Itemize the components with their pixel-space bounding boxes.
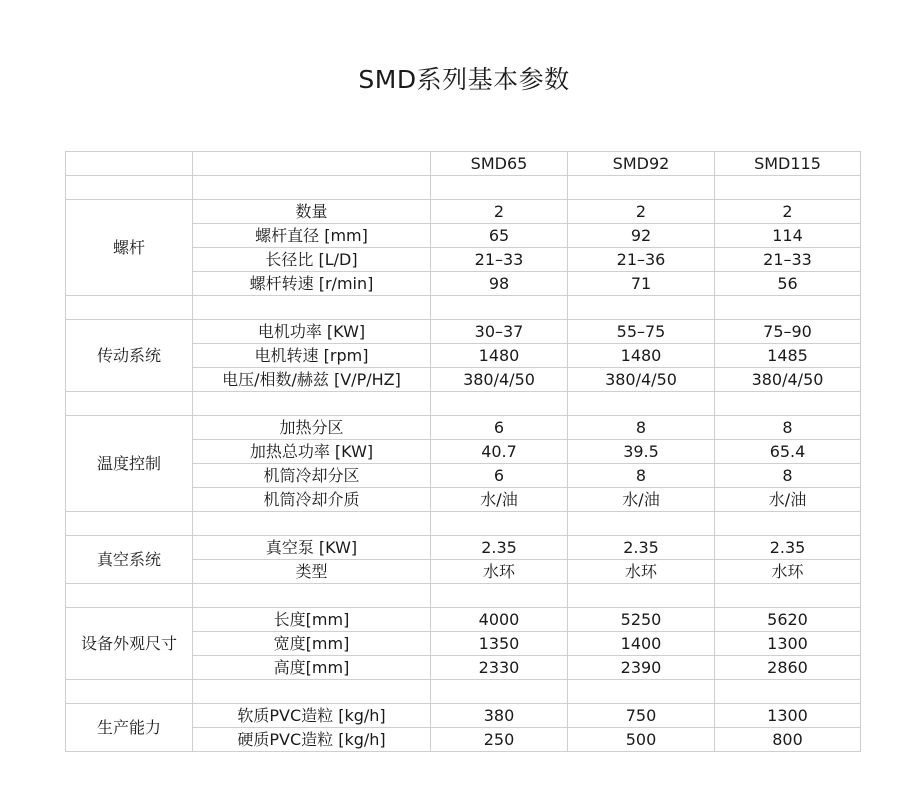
spacer-cell [193,392,431,416]
spec-table [65,151,861,752]
param-label: 电机转速 [rpm] [193,344,431,368]
value-cell: 2.35 [715,536,861,560]
value-cell: 380/4/50 [431,368,568,392]
spacer-cell [193,512,431,536]
value-cell: 21–36 [568,248,715,272]
value-cell: 6 [431,416,568,440]
value-cell: 水环 [568,560,715,584]
group-label: 温度控制 [66,416,193,512]
spacer-cell [568,176,715,200]
value-cell: 21–33 [431,248,568,272]
value-cell: 92 [568,224,715,248]
param-label: 加热分区 [193,416,431,440]
spacer-cell [568,296,715,320]
param-label: 机筒冷却分区 [193,464,431,488]
spacer-cell [715,584,861,608]
spacer-cell [568,512,715,536]
spacer-row [66,512,861,536]
value-cell: 40.7 [431,440,568,464]
value-cell: 水/油 [431,488,568,512]
value-cell: 75–90 [715,320,861,344]
spacer-cell [66,584,193,608]
param-label: 长径比 [L/D] [193,248,431,272]
spacer-cell [66,296,193,320]
param-label: 宽度[mm] [193,632,431,656]
value-cell: 98 [431,272,568,296]
param-label: 数量 [193,200,431,224]
param-label: 电压/相数/赫兹 [V/P/HZ] [193,368,431,392]
spacer-row [66,392,861,416]
spacer-row [66,680,861,704]
param-label: 螺杆直径 [mm] [193,224,431,248]
value-cell: 750 [568,704,715,728]
spacer-cell [66,512,193,536]
spacer-cell [431,392,568,416]
value-cell: 1350 [431,632,568,656]
spacer-cell [66,680,193,704]
spacer-row [66,296,861,320]
value-cell: 水环 [715,560,861,584]
value-cell: 39.5 [568,440,715,464]
group-label: 螺杆 [66,200,193,296]
value-cell: 2 [715,200,861,224]
header-row [66,152,861,176]
table-row [66,536,861,560]
value-cell: 65 [431,224,568,248]
table-row [66,608,861,632]
value-cell: 500 [568,728,715,752]
spacer-cell [715,296,861,320]
value-cell: 8 [715,464,861,488]
value-cell: 水环 [431,560,568,584]
value-cell: 4000 [431,608,568,632]
spacer-cell [193,296,431,320]
value-cell: 250 [431,728,568,752]
value-cell: 2 [568,200,715,224]
param-label: 电机功率 [KW] [193,320,431,344]
spacer-row [66,584,861,608]
param-label: 加热总功率 [KW] [193,440,431,464]
spacer-cell [715,680,861,704]
value-cell: 380/4/50 [715,368,861,392]
value-cell: 6 [431,464,568,488]
param-label: 螺杆转速 [r/min] [193,272,431,296]
value-cell: 380 [431,704,568,728]
param-label: 高度[mm] [193,656,431,680]
table-row [66,704,861,728]
spacer-cell [715,392,861,416]
param-label: 硬质PVC造粒 [kg/h] [193,728,431,752]
spacer-cell [431,512,568,536]
value-cell: 2.35 [568,536,715,560]
table-row [66,416,861,440]
param-label: 类型 [193,560,431,584]
spacer-cell [193,584,431,608]
value-cell: 2 [431,200,568,224]
value-cell: 1480 [568,344,715,368]
group-label: 传动系统 [66,320,193,392]
value-cell: 1400 [568,632,715,656]
model-header: SMD65 [431,152,568,176]
spacer-row [66,176,861,200]
value-cell: 2.35 [431,536,568,560]
spacer-cell [431,296,568,320]
value-cell: 114 [715,224,861,248]
param-label: 机筒冷却介质 [193,488,431,512]
group-label: 设备外观尺寸 [66,608,193,680]
value-cell: 2330 [431,656,568,680]
value-cell: 水/油 [715,488,861,512]
model-header: SMD92 [568,152,715,176]
spacer-cell [431,176,568,200]
spacer-cell [66,392,193,416]
value-cell: 8 [715,416,861,440]
value-cell: 380/4/50 [568,368,715,392]
value-cell: 1485 [715,344,861,368]
model-header: SMD115 [715,152,861,176]
group-label: 真空系统 [66,536,193,584]
group-label: 生产能力 [66,704,193,752]
value-cell: 56 [715,272,861,296]
spec-table-body [66,152,861,752]
spacer-cell [568,392,715,416]
spacer-cell [193,176,431,200]
param-label: 长度[mm] [193,608,431,632]
spacer-cell [568,680,715,704]
spacer-cell [568,584,715,608]
page-title: SMD系列基本参数 [358,64,570,94]
spacer-cell [66,176,193,200]
value-cell: 8 [568,416,715,440]
value-cell: 21–33 [715,248,861,272]
value-cell: 71 [568,272,715,296]
value-cell: 1300 [715,704,861,728]
param-label: 真空泵 [KW] [193,536,431,560]
value-cell: 1480 [431,344,568,368]
spacer-cell [715,512,861,536]
value-cell: 5250 [568,608,715,632]
table-row [66,320,861,344]
value-cell: 55–75 [568,320,715,344]
value-cell: 800 [715,728,861,752]
table-row [66,200,861,224]
value-cell: 30–37 [431,320,568,344]
value-cell: 1300 [715,632,861,656]
value-cell: 2860 [715,656,861,680]
spacer-cell [715,176,861,200]
param-label: 软质PVC造粒 [kg/h] [193,704,431,728]
header-empty-cell [193,152,431,176]
value-cell: 8 [568,464,715,488]
spacer-cell [193,680,431,704]
value-cell: 5620 [715,608,861,632]
spacer-cell [431,680,568,704]
header-empty-cell [66,152,193,176]
value-cell: 水/油 [568,488,715,512]
spacer-cell [431,584,568,608]
value-cell: 65.4 [715,440,861,464]
value-cell: 2390 [568,656,715,680]
